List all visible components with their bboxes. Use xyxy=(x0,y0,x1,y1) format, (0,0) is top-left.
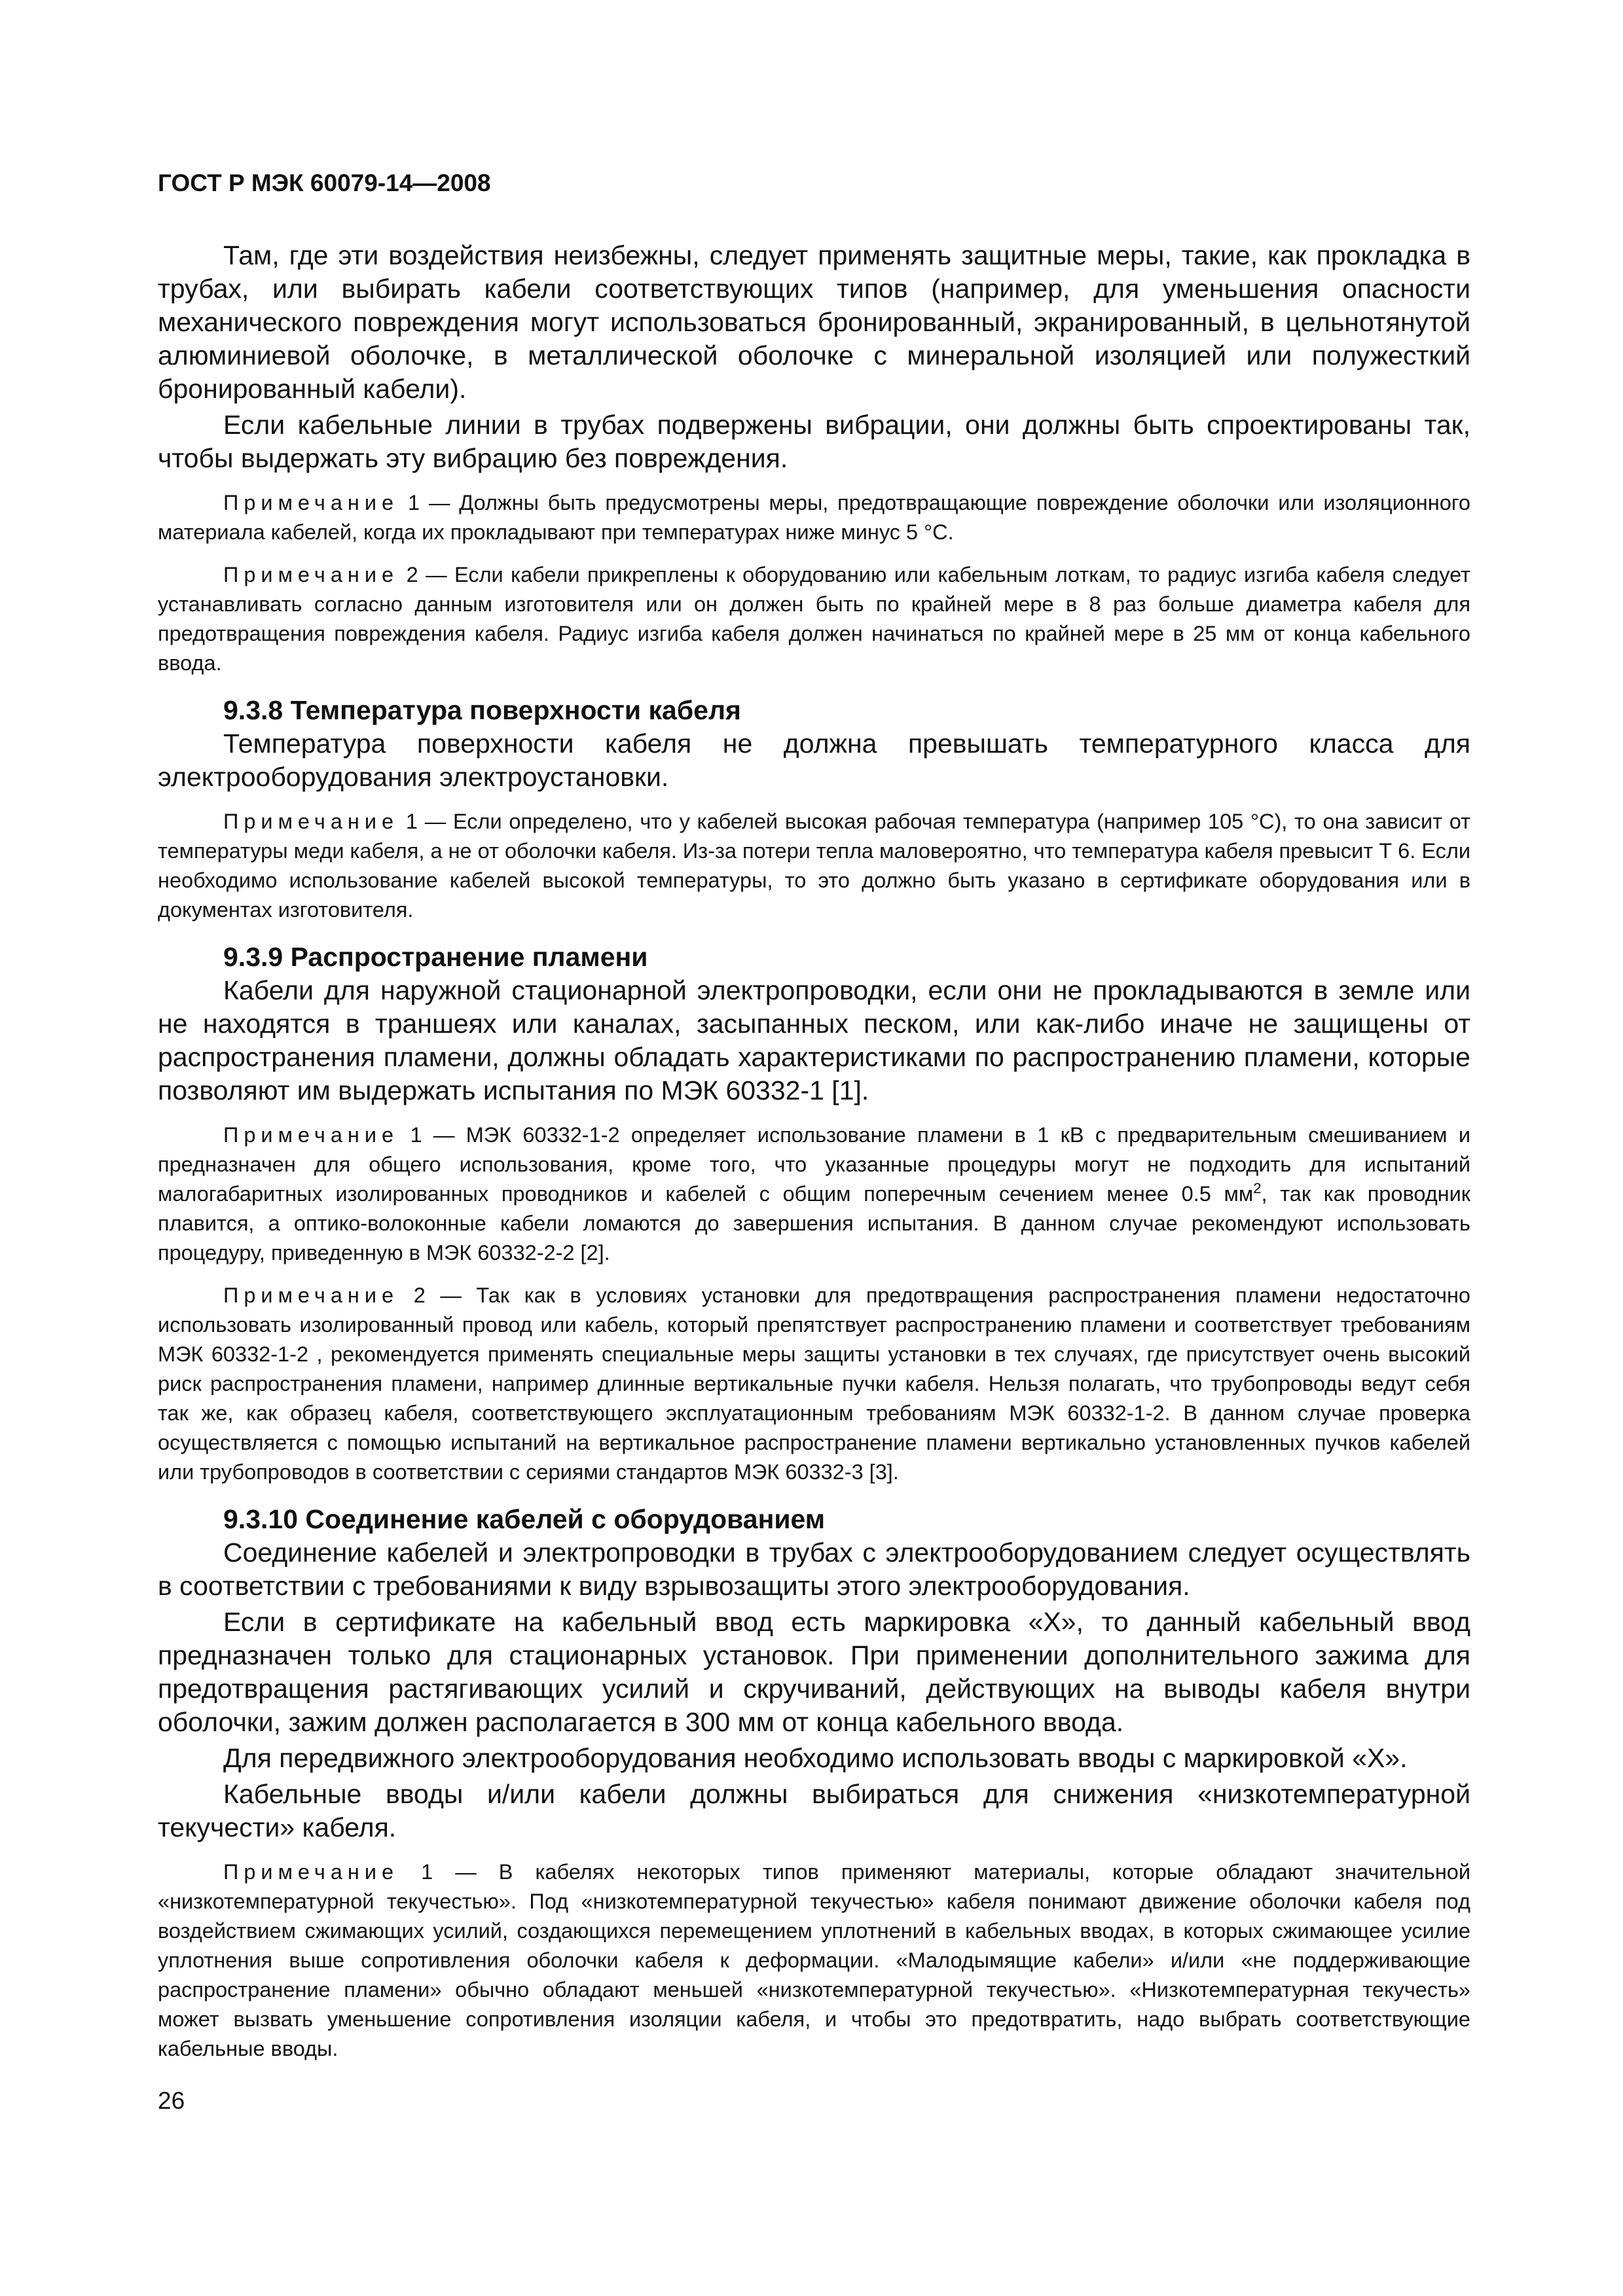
paragraph-vibration: Если кабельные линии в трубах подвержены вибрации, они должны быть спроектированы так, чтобы выдержать эту вибрацию без повреждения. xyxy=(158,410,1470,473)
note-label: Примечание xyxy=(223,563,399,586)
note-label: Примечание xyxy=(223,810,399,833)
paragraph-connection: Соединение кабелей и электропроводки в трубах с электрооборудованием следует осуществлять в соответствии с требованиями к виду взрывозащиты этого электрооборудования. xyxy=(158,1537,1470,1601)
note-text: 2 — Если кабели прикреплены к оборудованию или кабельным лоткам, то радиус изгиба кабеля следует устанавливать согласно данным изготовителя или он должен быть по крайней мере в 8 раз больше диаметра кабеля для предотвращения повреждения кабеля. Радиус изгиба кабеля должен начинаться по крайней мере в 25 мм от конца кабельного ввода. xyxy=(158,563,1470,675)
note-text: , так как проводник плавится, а оптико-волоконные кабели ломаются до завершения испытания. В данном случае рекомендуют использовать процедуру, приведенную в МЭК 60332-2-2 [2]. xyxy=(158,1182,1470,1265)
section-heading-9-3-10: 9.3.10 Соединение кабелей с оборудованием xyxy=(223,1504,826,1534)
note-high-temperature xyxy=(158,807,1470,925)
note-label: Примечание xyxy=(223,1283,399,1307)
superscript: 2 xyxy=(1253,1180,1262,1197)
section-heading-9-3-8: 9.3.8 Температура поверхности кабеля xyxy=(223,695,741,725)
paragraph-marking-x: Если в сертификате на кабельный ввод есть маркировка «X», то данный кабельный ввод предназначен только для стационарных установок. При применении дополнительного зажима для предотвращения растягивающих усилий и скручиваний, действующих на выводы кабеля внутри оболочки, зажим должен располагается в 300 мм от конца кабельного ввода. xyxy=(158,1607,1470,1737)
paragraph-cold-flow: Кабельные вводы и/или кабели должны выбираться для снижения «низкотемпературной текучести» кабеля. xyxy=(158,1779,1470,1842)
section-heading-9-3-9: 9.3.9 Распространение пламени xyxy=(223,942,648,972)
note-text: 1 — Если определено, что у кабелей высокая рабочая температура (например 105 °С), то она зависит от температуры меди кабеля, а не от оболочки кабеля. Из-за потери тепла маловероятно, что температура кабеля превысит Т 6. Если необходимо использование кабелей высокой температуры, то это должно быть указано в сертификате оборудования или в документах изготовителя. xyxy=(158,810,1470,922)
paragraph-surface-temperature: Температура поверхности кабеля не должна превышать температурного класса для электрооборудования электроустановки. xyxy=(158,728,1470,792)
note-iec-60332-1-2 xyxy=(158,1121,1470,1268)
note-cold-flow xyxy=(158,1857,1470,2064)
note-label: Примечание xyxy=(223,1860,399,1884)
paragraph-protection-measures: Там, где эти воздействия неизбежны, следует применять защитные меры, такие, как прокладка в трубах, или выбирать кабели соответствующих типов (например, для уменьшения опасности механического повреждения могут использоваться бронированный, экранированный, в цельнотянутой алюминиевой оболочке, в металлической оболочке с минеральной изоляцией или полужесткий бронированный кабели). xyxy=(158,240,1470,404)
note-text: 1 — Должны быть предусмотрены меры, предотвращающие повреждение оболочки или изоляционного материала кабелей, когда их прокладывают при температурах ниже минус 5 °С. xyxy=(158,491,1470,544)
note-text: 2 — Так как в условиях установки для предотвращения распространения пламени недостаточно использовать изолированный провод или кабель, который препятствует распространению пламени и соответствует требованиям МЭК 60332-1-2 , рекомендуется применять специальные меры защиты установки в тех случаях, где присутствует очень высокий риск распространения пламени, например длинные вертикальные пучки кабеля. Нельзя полагать, что трубопроводы ведут себя так же, как образец кабеля, соответствующего эксплуатационным требованиям МЭК 60332-1-2. В данном случае проверка осуществляется с помощью испытаний на вертикальное распространение пламени вертикально установленных пучков кабелей или трубопроводов в соответствии с сериями стандартов МЭК 60332-3 [3]. xyxy=(158,1283,1470,1484)
document-code-header: ГОСТ Р МЭК 60079-14—2008 xyxy=(158,170,491,196)
note-sheath-damage xyxy=(158,488,1470,547)
paragraph-flame-propagation: Кабели для наружной стационарной электропроводки, если они не прокладываются в земле или не находятся в траншеях или каналах, засыпанных песком, или как-либо иначе не защищены от распространения пламени, должны обладать характеристиками по распространению пламени, которые позволяют им выдержать испытания по МЭК 60332-1 [1]. xyxy=(158,975,1470,1105)
note-text: 1 — МЭК 60332-1-2 определяет использование пламени в 1 кВ с предварительным смешиванием и предназначен для общего использования, кроме того, что указанные процедуры могут не подходить для испытаний малогабаритных изолированных проводников и кабелей с общим поперечным сечением менее 0.5 мм xyxy=(158,1123,1470,1206)
note-label: Примечание xyxy=(223,491,399,514)
paragraph-mobile-equipment: Для передвижного электрооборудования необходимо использовать вводы с маркировкой «X». xyxy=(223,1743,1408,1773)
note-bending-radius xyxy=(158,560,1470,678)
note-label: Примечание xyxy=(223,1123,399,1147)
note-vertical-flame-tests xyxy=(158,1281,1470,1487)
page-number: 26 xyxy=(158,2087,185,2114)
document-body xyxy=(158,239,1470,2064)
note-text: 1 — В кабелях некоторых типов применяют материалы, которые обладают значительной «низкотемпературной текучестью». Под «низкотемпературной текучестью» кабеля понимают движение оболочки кабеля под воздействием сжимающих усилий, создающихся перемещением уплотнений в кабельных вводах, в которых сжимающее усилие уплотнения выше сопротивления оболочки кабеля к деформации. «Малодымящие кабели» и/или «не поддерживающие распространение пламени» обычно обладают меньшей «низкотемпературной текучестью». «Низкотемпературная текучесть» может вызвать уменьшение сопротивления изоляции кабеля, и чтобы это предотвратить, надо выбрать соответствующие кабельные вводы. xyxy=(158,1860,1470,2060)
